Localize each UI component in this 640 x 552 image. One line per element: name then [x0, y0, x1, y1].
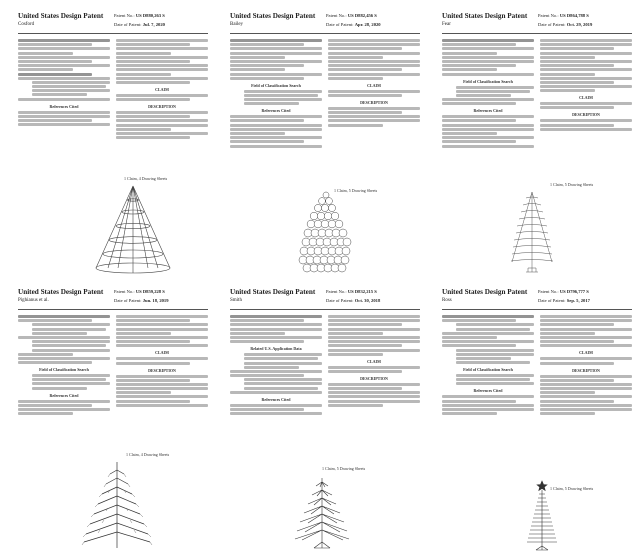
- section-heading: Field of Classification Search: [39, 367, 89, 373]
- rod-tree-drawing: [292, 476, 352, 550]
- section-heading: CLAIM: [367, 358, 381, 364]
- patent-number: Patent No.: US D832,215 S: [326, 289, 377, 294]
- bibliographic-column: [442, 314, 534, 416]
- drawing-sheets-caption: 1 Claim, 5 Drawing Sheets: [334, 188, 378, 193]
- bibliographic-column: [18, 38, 110, 127]
- drawing-sheets-caption: 1 Claim, 5 Drawing Sheets: [550, 182, 594, 187]
- section-heading: CLAIM: [155, 86, 169, 92]
- section-heading: CLAIM: [579, 350, 593, 356]
- section-heading: Field of Classification Search: [463, 367, 513, 373]
- section-heading: References Cited: [261, 108, 291, 114]
- patent-title: United States Design Patent: [230, 12, 316, 20]
- patent-number: Patent No.: US D859,228 S: [114, 289, 165, 294]
- drawing-sheets-caption: 1 Claim, 5 Drawing Sheets: [550, 486, 594, 491]
- patent-date: Date of Patent: Jun. 18, 2019: [114, 298, 169, 303]
- bauble-tree-drawing: [296, 190, 356, 274]
- section-heading: References Cited: [261, 396, 291, 402]
- patent-page: [218, 280, 424, 552]
- patent-page: [6, 280, 212, 552]
- patent-date: Date of Patent: Oct. 29, 2019: [538, 22, 593, 27]
- section-heading: DESCRIPTION: [148, 367, 176, 373]
- patent-number: Patent No.: US D864,788 S: [538, 13, 589, 18]
- section-heading: References Cited: [473, 108, 503, 114]
- patent-title: United States Design Patent: [442, 288, 528, 296]
- patent-page: [430, 4, 636, 276]
- wire-tree-drawing: [504, 190, 560, 274]
- patent-page: [218, 4, 424, 276]
- patent-header: [18, 288, 208, 310]
- inventor-name: Pighianus et al.: [18, 298, 49, 303]
- cone-tree-drawing: [88, 184, 178, 276]
- section-heading: DESCRIPTION: [572, 112, 600, 118]
- claim-column: [328, 38, 420, 128]
- patent-page: [6, 4, 212, 276]
- claim-column: [540, 38, 632, 132]
- drawing-sheets-caption: 1 Claim, 5 Drawing Sheets: [322, 466, 366, 471]
- bibliographic-column: [18, 314, 110, 416]
- inventor-name: Smith: [230, 298, 242, 303]
- patent-title: United States Design Patent: [442, 12, 528, 20]
- patent-page: [430, 280, 636, 552]
- claim-column: [116, 38, 208, 140]
- bibliographic-column: [230, 38, 322, 149]
- section-heading: CLAIM: [579, 95, 593, 101]
- section-heading: Field of Classification Search: [463, 78, 513, 84]
- drawing-sheets-caption: 1 Claim, 4 Drawing Sheets: [124, 176, 168, 181]
- bibliographic-column: [442, 38, 534, 149]
- claim-column: [540, 314, 632, 416]
- patent-number: Patent No.: US D796,777 S: [538, 289, 589, 294]
- patent-date: Date of Patent: Oct. 30, 2018: [326, 298, 381, 303]
- section-heading: References Cited: [49, 392, 79, 398]
- section-heading: Related U.S. Application Data: [250, 346, 302, 352]
- patent-date: Date of Patent: Jul. 7, 2020: [114, 22, 165, 27]
- section-heading: DESCRIPTION: [572, 367, 600, 373]
- patent-number: Patent No.: US D880,263 S: [114, 13, 165, 18]
- inventor-name: Cosford: [18, 22, 35, 27]
- section-heading: Field of Classification Search: [251, 82, 301, 88]
- drawing-sheets-caption: 1 Claim, 4 Drawing Sheets: [126, 452, 170, 457]
- inventor-name: Fear: [442, 22, 451, 27]
- pole-tree-drawing: [522, 480, 562, 552]
- section-heading: DESCRIPTION: [360, 375, 388, 381]
- patent-header: [18, 12, 208, 34]
- patent-header: [442, 12, 632, 34]
- section-heading: CLAIM: [367, 82, 381, 88]
- patent-title: United States Design Patent: [18, 288, 104, 296]
- section-heading: DESCRIPTION: [148, 104, 176, 110]
- inventor-name: Bailey: [230, 22, 244, 27]
- patent-title: United States Design Patent: [18, 12, 104, 20]
- patent-date: Date of Patent: Apr. 28, 2020: [326, 22, 381, 27]
- branch-tree-drawing: [80, 460, 154, 550]
- section-heading: References Cited: [49, 103, 79, 109]
- section-heading: References Cited: [473, 388, 503, 394]
- inventor-name: Ross: [442, 298, 452, 303]
- claim-column: [116, 314, 208, 408]
- patent-number: Patent No.: US D882,456 S: [326, 13, 377, 18]
- claim-column: [328, 314, 420, 408]
- patent-title: United States Design Patent: [230, 288, 316, 296]
- patent-header: [442, 288, 632, 310]
- section-heading: CLAIM: [155, 350, 169, 356]
- bibliographic-column: [230, 314, 322, 416]
- patent-date: Date of Patent: Sep. 5, 2017: [538, 298, 590, 303]
- patent-header: [230, 288, 420, 310]
- section-heading: DESCRIPTION: [360, 99, 388, 105]
- patent-header: [230, 12, 420, 34]
